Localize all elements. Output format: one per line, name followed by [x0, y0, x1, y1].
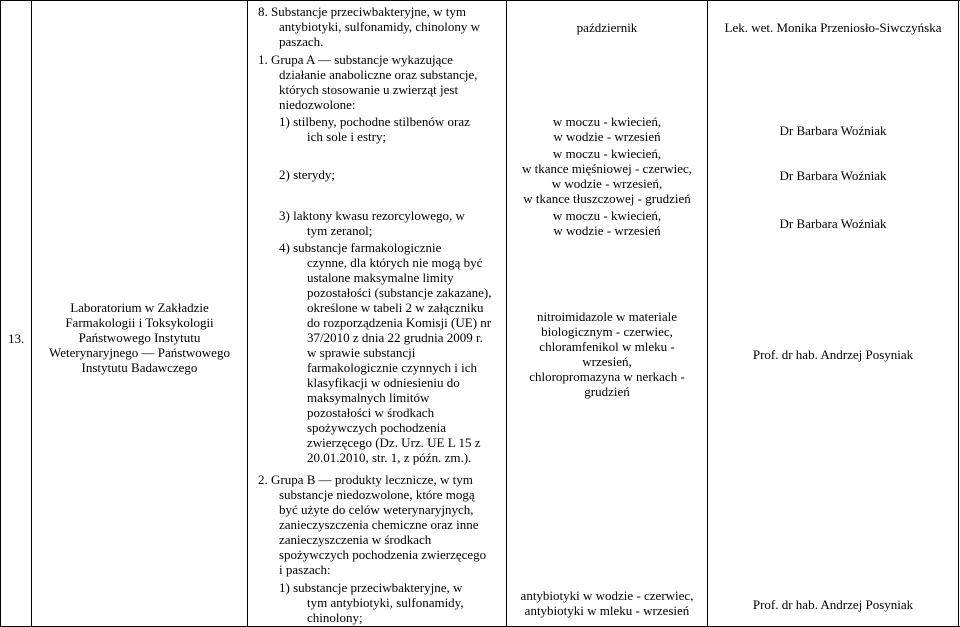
person-a3: Dr Barbara Woźniak: [779, 216, 887, 231]
person-b1: Prof. dr hab. Andrzej Posyniak: [752, 597, 914, 612]
substance-a3: [279, 208, 465, 238]
substance-a2: [279, 167, 335, 182]
substance-line: tym antybiotyki, sulfonamidy,: [307, 595, 464, 610]
schedule-line: chloramfenikol w mleku -: [539, 339, 675, 354]
substance-line: klasyfikacji w odniesieniu do: [307, 375, 460, 390]
substance-a4: [279, 240, 491, 465]
schedule-line: w wodzie - wrzesień,: [551, 176, 663, 191]
substance-line: niedozwolone:: [279, 97, 356, 112]
table-border-top: [0, 0, 960, 1]
substance-line: 3) laktony kwasu rezorcylowego, w: [279, 208, 465, 223]
schedule-line: w tkance tłuszczowej - grudzień: [523, 191, 691, 206]
schedule-line: w wodzie - wrzesień: [553, 223, 661, 238]
substance-line: pozostałości (substancje zakazane),: [307, 285, 492, 300]
schedule-line: październik: [576, 20, 638, 35]
schedule-b1: [507, 588, 707, 618]
row-number: 13.: [8, 331, 25, 346]
schedule-a4: [507, 309, 707, 399]
schedule-line: antybiotyki w mleku - wrzesień: [524, 603, 690, 618]
substance-line: działanie anaboliczne oraz substancje,: [279, 67, 478, 82]
schedule-line: wrzesień,: [582, 354, 632, 369]
table-border-left: [0, 0, 1, 627]
substance-line: 1) substancje przeciwbakteryjne, w: [279, 580, 463, 595]
institution-line: Instytutu Badawczego: [81, 360, 198, 375]
institution-line: Farmakologii i Toksykologii: [65, 315, 214, 330]
substance-line: ustalone maksymalne limity: [307, 270, 454, 285]
substance-line: substancje niedozwolone, które mogą: [279, 487, 475, 502]
institution-line: Weterynaryjnego — Państwowego: [49, 345, 230, 360]
substance-line: maksymalnych limitów: [307, 390, 430, 405]
schedule-line: w tkance mięśniowej - czerwiec,: [521, 161, 692, 176]
person-a2: Dr Barbara Woźniak: [779, 168, 887, 183]
substance-item-8: [258, 4, 480, 49]
substance-group-b: [258, 472, 486, 577]
substance-line: 1) stilbeny, pochodne stilbenów oraz: [279, 114, 470, 129]
substance-line: być użyte do celów weterynaryjnych,: [279, 502, 474, 517]
substance-line: zwierzęcego (Dz. Urz. UE L 15 z: [307, 435, 481, 450]
substance-group-a: [258, 52, 478, 112]
institution-line: Państwowego Instytutu: [78, 330, 201, 345]
substance-line: spożywczych pochodzenia zwierzęcego: [279, 547, 487, 562]
substance-a1: [279, 114, 470, 144]
person-a1: Dr Barbara Woźniak: [779, 123, 887, 138]
substance-line: 1. Grupa A — substancje wykazujące: [258, 52, 453, 67]
substance-line: 4) substancje farmakologicznie: [279, 240, 442, 255]
substance-line: paszach.: [279, 34, 324, 49]
schedule-item-8: [507, 20, 707, 35]
schedule-line: grudzień: [584, 384, 630, 399]
substance-line: 20.01.2010, str. 1, z późn. zm.).: [307, 450, 472, 465]
substance-line: określone w tabeli 2 w załączniku: [307, 300, 484, 315]
substance-line: których stosowanie u zwierząt jest: [279, 82, 459, 97]
schedule-a2: [507, 146, 707, 206]
substance-line: farmakologicznie czynnych i ich: [307, 360, 478, 375]
substance-line: tym zeranol;: [307, 223, 373, 238]
institution-name: [32, 300, 247, 375]
substance-line: i paszach:: [279, 562, 331, 577]
substance-line: pozostałości w środkach: [307, 405, 435, 420]
substance-line: 8. Substancje przeciwbakteryjne, w tym: [258, 4, 466, 19]
column-divider: [247, 0, 248, 627]
schedule-line: antybiotyki w wodzie - czerwiec,: [520, 588, 694, 603]
schedule-line: nitroimidazole w materiale: [536, 309, 678, 324]
substance-b1: [279, 580, 464, 625]
schedule-a1: [507, 114, 707, 144]
column-divider: [707, 0, 708, 627]
substance-line: czynne, dla których nie mogą być: [307, 255, 483, 270]
substance-line: w sprawie substancji: [307, 345, 416, 360]
schedule-line: w wodzie - wrzesień: [553, 129, 661, 144]
substance-line: ich sole i estry;: [307, 129, 387, 144]
schedule-line: biologicznym - czerwiec,: [541, 324, 673, 339]
substance-line: 2. Grupa B — produkty lecznicze, w tym: [258, 472, 473, 487]
person-a4: Prof. dr hab. Andrzej Posyniak: [752, 347, 914, 362]
schedule-line: w moczu - kwiecień,: [552, 114, 662, 129]
schedule-line: chloropromazyna w nerkach -: [529, 369, 685, 384]
schedule-line: w moczu - kwiecień,: [552, 146, 662, 161]
schedule-line: w moczu - kwiecień,: [552, 208, 662, 223]
schedule-a3: [507, 208, 707, 238]
table-border-right: [958, 0, 959, 627]
substance-line: 2) sterydy;: [279, 167, 335, 182]
institution-line: Laboratorium w Zakładzie: [70, 300, 209, 315]
substance-line: antybiotyki, sulfonamidy, chinolony w: [279, 19, 480, 34]
substance-line: spożywczych pochodzenia: [307, 420, 446, 435]
substance-line: zanieczyszczenia chemiczne oraz inne: [279, 517, 479, 532]
substance-line: 37/2010 z dnia 22 grudnia 2009 r.: [307, 330, 483, 345]
person-item-8: Lek. wet. Monika Przeniosło-Siwczyńska: [724, 20, 942, 35]
substance-line: zanieczyszczenia w środkach: [279, 532, 432, 547]
substance-line: chinolony;: [307, 610, 363, 625]
substance-line: do rozporządzenia Komisji (UE) nr: [307, 315, 492, 330]
